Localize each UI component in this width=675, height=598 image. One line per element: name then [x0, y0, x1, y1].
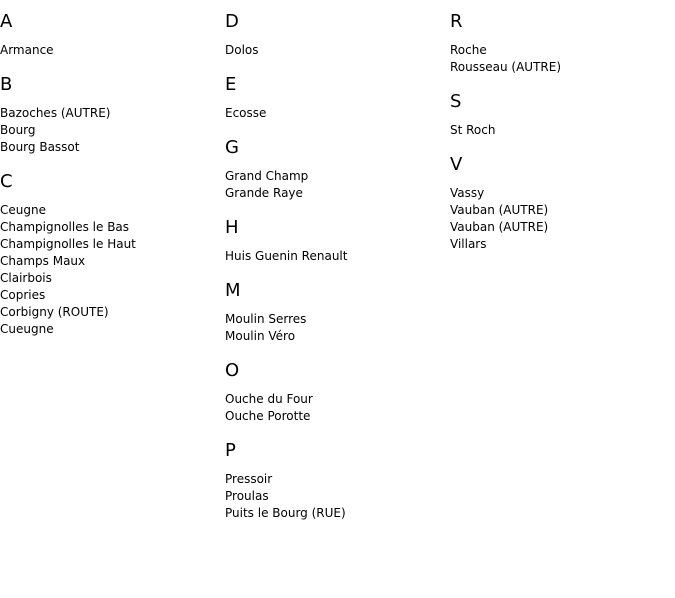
section-letter: V: [450, 154, 463, 175]
entry-list: [0, 105, 220, 156]
list-item[interactable]: Ouche du Four: [225, 392, 313, 406]
section-c: [0, 171, 220, 338]
index-column-3: [450, 0, 670, 253]
section-letter: D: [225, 11, 239, 32]
index-column-2: [225, 0, 445, 522]
section-letter: P: [225, 440, 236, 461]
entry-list: [225, 42, 445, 59]
section-letter: H: [225, 217, 239, 238]
list-item[interactable]: Armance: [0, 43, 54, 57]
entry-list: [0, 202, 220, 338]
list-item[interactable]: Champignolles le Bas: [0, 220, 130, 234]
list-item[interactable]: Ecosse: [225, 106, 267, 120]
section-letter: R: [450, 11, 463, 32]
entry-list: [225, 391, 445, 425]
list-item[interactable]: St Roch: [450, 123, 496, 137]
list-item[interactable]: Villars: [450, 237, 487, 251]
list-item[interactable]: Grande Raye: [225, 186, 303, 200]
list-item[interactable]: Vauban (AUTRE): [450, 220, 549, 234]
entry-list: [225, 471, 445, 522]
section-letter: O: [225, 360, 240, 381]
section-letter: C: [0, 171, 13, 192]
list-item[interactable]: Proulas: [225, 489, 269, 503]
list-item[interactable]: Champs Maux: [0, 254, 86, 268]
section-letter: S: [450, 91, 462, 112]
list-item[interactable]: Roche: [450, 43, 487, 57]
list-item[interactable]: Copries: [0, 288, 46, 302]
list-item[interactable]: Dolos: [225, 43, 259, 57]
list-item[interactable]: Champignolles le Haut: [0, 237, 136, 251]
section-o: [225, 360, 445, 425]
section-v: [450, 154, 670, 253]
section-s: [450, 91, 670, 139]
list-item[interactable]: Moulin Véro: [225, 329, 296, 343]
list-item[interactable]: Huis Guenin Renault: [225, 249, 348, 263]
list-item[interactable]: Ceugne: [0, 203, 46, 217]
entry-list: [450, 185, 670, 253]
list-item[interactable]: Grand Champ: [225, 169, 309, 183]
section-letter: E: [225, 74, 237, 95]
list-item[interactable]: Puits le Bourg (RUE): [225, 506, 346, 520]
section-r: [450, 11, 670, 76]
entry-list: [450, 42, 670, 76]
list-item[interactable]: Clairbois: [0, 271, 52, 285]
entry-list: [225, 248, 445, 265]
entry-list: [225, 105, 445, 122]
list-item[interactable]: Moulin Serres: [225, 312, 307, 326]
section-p: [225, 440, 445, 522]
list-item[interactable]: Bourg Bassot: [0, 140, 80, 154]
section-letter: G: [225, 137, 239, 158]
list-item[interactable]: Bourg: [0, 123, 36, 137]
list-item[interactable]: Corbigny (ROUTE): [0, 305, 109, 319]
section-letter: M: [225, 280, 241, 301]
entry-list: [225, 168, 445, 202]
section-letter: B: [0, 74, 13, 95]
index-column-1: [0, 0, 220, 338]
list-item[interactable]: Pressoir: [225, 472, 273, 486]
list-item[interactable]: Vassy: [450, 186, 485, 200]
entry-list: [0, 42, 220, 59]
entry-list: [450, 122, 670, 139]
list-item[interactable]: Cueugne: [0, 322, 54, 336]
list-item[interactable]: Bazoches (AUTRE): [0, 106, 111, 120]
entry-list: [225, 311, 445, 345]
section-g: [225, 137, 445, 202]
section-h: [225, 217, 445, 265]
section-e: [225, 74, 445, 122]
list-item[interactable]: Vauban (AUTRE): [450, 203, 549, 217]
section-m: [225, 280, 445, 345]
section-d: [225, 11, 445, 59]
section-letter: A: [0, 11, 13, 32]
list-item[interactable]: Rousseau (AUTRE): [450, 60, 562, 74]
list-item[interactable]: Ouche Porotte: [225, 409, 311, 423]
section-b: [0, 74, 220, 156]
section-a: [0, 11, 220, 59]
